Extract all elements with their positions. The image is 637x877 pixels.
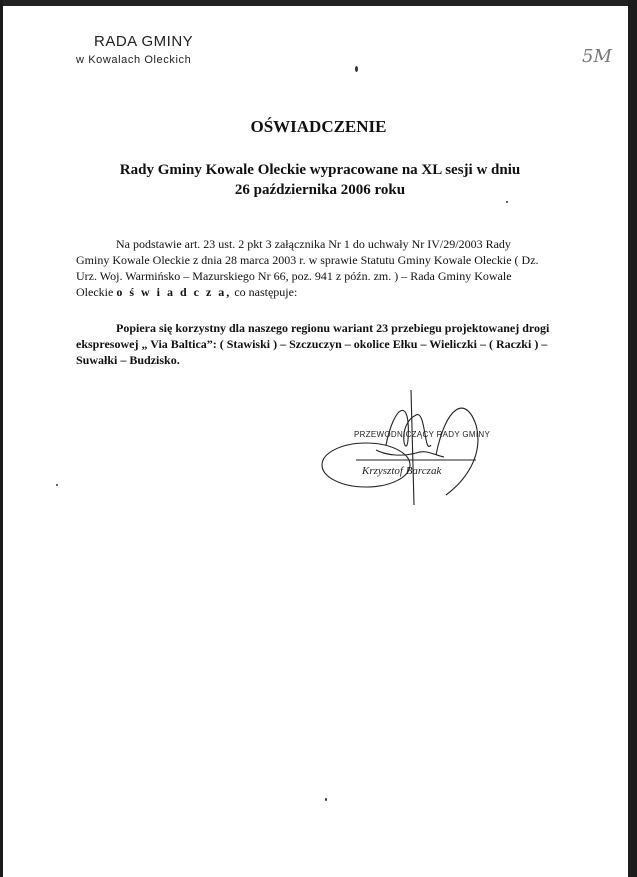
scan-border-top [0,0,637,6]
signature-stamp [316,385,496,515]
legal-basis-tail: co następuje: [231,285,298,299]
stamp-title: PRZEWODNICZĄCY RADY GMINY [354,430,491,439]
scan-speck [325,798,327,801]
council-location: w Kowalach Oleckich [76,54,192,66]
scan-speck [355,66,358,72]
document-subtitle [60,160,580,200]
legal-basis-paragraph [76,236,546,300]
legal-basis-text: Na podstawie art. 23 ust. 2 pkt 3 załącznika Nr 1 do uchwały Nr IV/29/2003 Rady Gminy Kowale Oleckie z dnia 28 marca 2003 r. w sprawie Statutu Gminy Kowale Oleckie ( Dz. Urz. Woj. Warmińsko – Mazurskiego Nr 66, poz. 941 z późn. zm. ) – Rada Gminy Kowale Oleckie [76,237,539,299]
stamp-name: Krzysztof Barczak [362,465,442,477]
scan-speck [56,484,58,486]
subtitle-line-1: Rady Gminy Kowale Oleckie wypracowane na XL sesji w dniu [119,162,521,178]
subtitle-line-2: 26 października 2006 roku [234,182,406,198]
scan-speck [506,201,508,203]
document-title: OŚWIADCZENIE [250,117,387,136]
handwritten-signature-icon [316,385,496,515]
council-header: RADA GMINY [94,33,194,50]
declares-keyword: o ś w i a d c z a, [116,285,232,299]
declaration-paragraph: Popiera się korzystny dla naszego regionu wariant 23 przebiegu projektowanej drogi ekspresowej „ Via Baltica”: ( Stawiski ) – Szczuczyn – okolice Ełku – Wieliczki – ( Raczki ) – Suwałki – Budzisko. [76,321,550,367]
handwritten-page-mark: 5M [582,46,612,67]
